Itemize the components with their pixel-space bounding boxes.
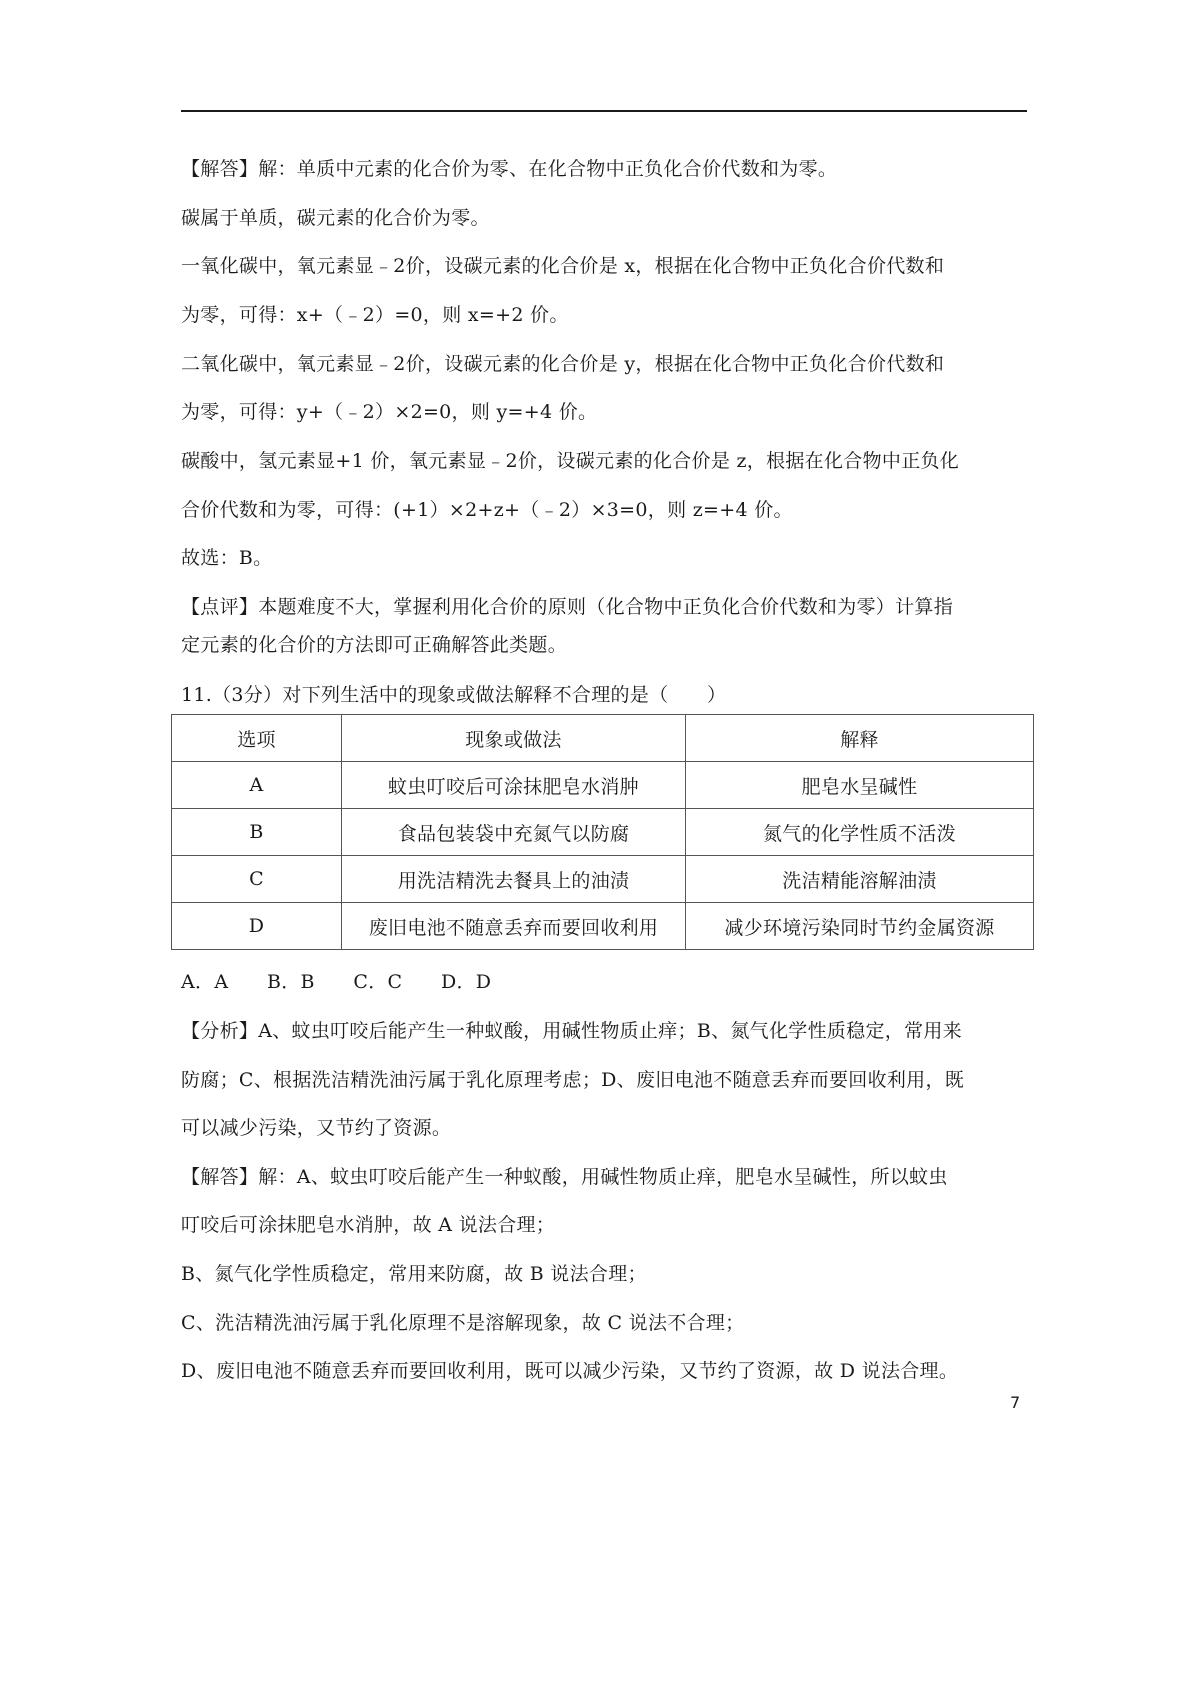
table-cell: 减少环境污染同时节约金属资源 [686, 903, 1034, 950]
text-line: 合价代数和为零，可得：(+1）×2+z+（﹣2）×3=0，则 z=+4 价。 [181, 499, 793, 521]
question-stem: 11.（3分）对下列生活中的现象或做法解释不合理的是（ ） [181, 684, 727, 706]
text-line: 为零，可得：y+（﹣2）×2=0，则 y=+4 价。 [181, 401, 598, 423]
table-cell: 食品包装袋中充氮气以防腐 [342, 809, 686, 856]
text-line: 叮咬后可涂抹肥皂水消肿，故 A 说法合理； [181, 1214, 556, 1236]
table-cell: 洗洁精能溶解油渍 [686, 856, 1034, 903]
text-line: 【解答】解：单质中元素的化合价为零、在化合物中正负化合价代数和为零。 [181, 158, 838, 180]
question-table [171, 714, 1034, 950]
table-header-cell: 选项 [172, 715, 342, 762]
text-line: 一氧化碳中，氧元素显﹣2价，设碳元素的化合价是 x，根据在化合物中正负化合价代数和 [181, 255, 945, 277]
text-line: 碳酸中，氢元素显+1 价，氧元素显﹣2价，设碳元素的化合价是 z，根据在化合物中正负化 [181, 450, 960, 472]
text-line: 可以减少污染，又节约了资源。 [181, 1117, 452, 1139]
table-cell: 用洗洁精洗去餐具上的油渍 [342, 856, 686, 903]
text-line: D、废旧电池不随意丢弃而要回收利用，既可以减少污染，又节约了资源，故 D 说法合理。 [181, 1360, 959, 1382]
table-header-cell: 解释 [686, 715, 1034, 762]
table-cell: 肥皂水呈碱性 [686, 762, 1034, 809]
table-cell: 氮气的化学性质不活泼 [686, 809, 1034, 856]
table-row [172, 762, 1034, 809]
text-line: 二氧化碳中，氧元素显﹣2价，设碳元素的化合价是 y，根据在化合物中正负化合价代数和 [181, 353, 945, 375]
text-line: 【分析】A、蚊虫叮咬后能产生一种蚁酸，用碱性物质止痒；B、氮气化学性质稳定，常用来 [181, 1020, 962, 1042]
text-line: 防腐；C、根据洗洁精洗油污属于乳化原理考虑；D、废旧电池不随意丢弃而要回收利用，既 [181, 1069, 965, 1091]
answer-options: A．A B．B C．C D．D [181, 971, 492, 993]
table-cell: A [172, 762, 342, 809]
text-line: B、氮气化学性质稳定，常用来防腐，故 B 说法合理； [181, 1263, 647, 1285]
text-line: 【点评】本题难度不大，掌握利用化合价的原则（化合物中正负化合价代数和为零）计算指 [181, 596, 954, 618]
table-cell: 废旧电池不随意丢弃而要回收利用 [342, 903, 686, 950]
text-line: 定元素的化合价的方法即可正确解答此类题。 [181, 634, 568, 656]
table-row [172, 809, 1034, 856]
table-cell: B [172, 809, 342, 856]
page-number: 7 [1010, 1393, 1021, 1412]
text-line: 为零，可得：x+（﹣2）=0，则 x=+2 价。 [181, 304, 569, 326]
text-line: 碳属于单质，碳元素的化合价为零。 [181, 207, 490, 229]
table-cell: 蚊虫叮咬后可涂抹肥皂水消肿 [342, 762, 686, 809]
table-header-cell: 现象或做法 [342, 715, 686, 762]
text-line: 【解答】解：A、蚊虫叮咬后能产生一种蚁酸，用碱性物质止痒，肥皂水呈碱性，所以蚊虫 [181, 1166, 948, 1188]
text-line: C、洗洁精洗油污属于乳化原理不是溶解现象，故 C 说法不合理； [181, 1312, 745, 1334]
table-cell: C [172, 856, 342, 903]
table-header-row [172, 715, 1034, 762]
header-rule [181, 110, 1027, 112]
table-cell: D [172, 903, 342, 950]
table-row [172, 903, 1034, 950]
table-row [172, 856, 1034, 903]
text-line: 故选：B。 [181, 547, 273, 569]
